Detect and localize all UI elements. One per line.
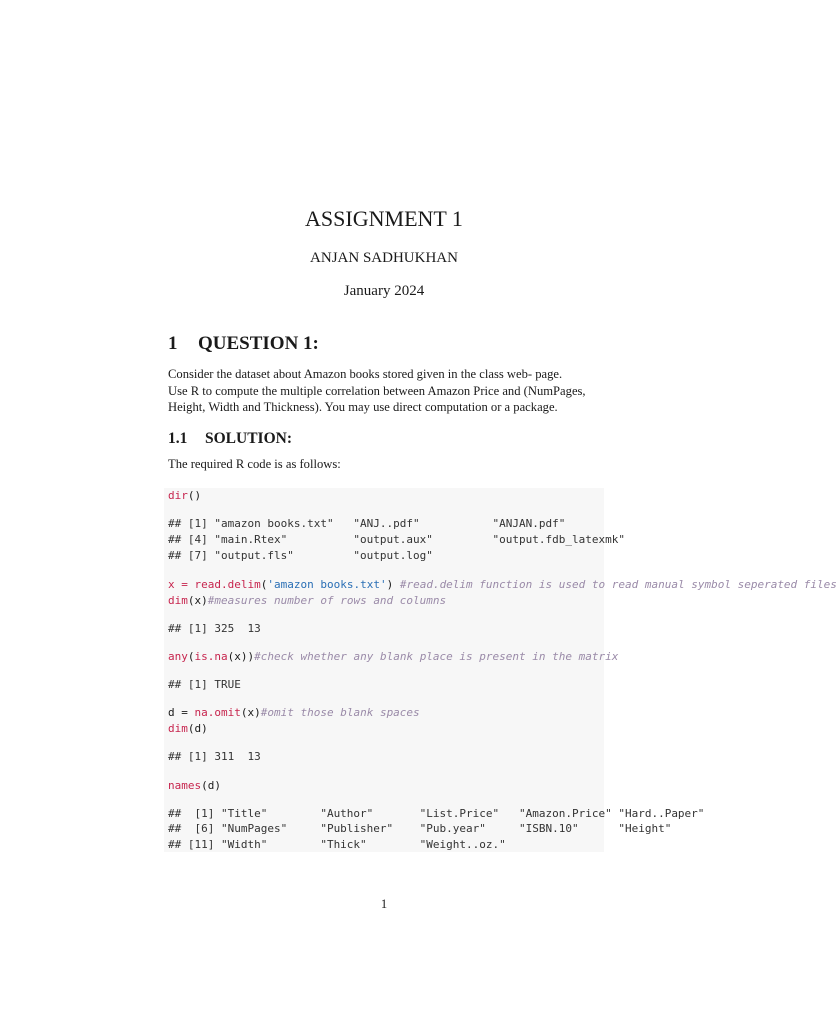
code-string: 'amazon books.txt' xyxy=(267,578,387,591)
subsection-heading xyxy=(168,430,292,448)
document-title: ASSIGNMENT 1 xyxy=(305,206,463,231)
question-line: Height, Width and Thickness). You may use direct computation or a package. xyxy=(168,400,558,414)
code-comment: #omit those blank spaces xyxy=(260,706,420,719)
document-date: January 2024 xyxy=(343,283,425,299)
code-line-dir xyxy=(168,488,201,504)
code-paren: ( xyxy=(187,650,195,663)
code-line-omit xyxy=(168,705,420,721)
code-function: na.omit xyxy=(194,706,241,719)
code-output-line: ## [1] 325 13 xyxy=(168,622,261,635)
code-output-line: ## [4] "main.Rtex" "output.aux" "output.fdb_latexmk" xyxy=(168,533,625,546)
code-output-line: ## [1] 311 13 xyxy=(168,750,261,763)
code-function: any xyxy=(168,650,188,663)
code-assign: x = xyxy=(168,578,195,591)
code-function: is.na xyxy=(194,650,228,663)
code-line-names xyxy=(168,778,221,794)
code-line-dim xyxy=(168,593,446,609)
code-paren: ( xyxy=(260,578,268,591)
code-args: (d) xyxy=(201,779,221,792)
code-output-line: ## [7] "output.fls" "output.log" xyxy=(168,549,433,562)
code-args: (x) xyxy=(187,594,208,607)
code-output-line: ## [1] "amazon books.txt" "ANJ..pdf" "ANJAN.pdf" xyxy=(168,517,566,530)
code-assign: d = xyxy=(168,706,195,719)
code-function: dir xyxy=(168,489,188,502)
subsection-number: 1.1 xyxy=(168,430,188,447)
section-heading xyxy=(168,333,319,355)
section-title: QUESTION 1: xyxy=(198,333,319,354)
code-output-line: ## [1] "Title" "Author" "List.Price" "Amazon.Price" "Hard..Paper" xyxy=(168,807,705,820)
subsection-title: SOLUTION: xyxy=(205,430,292,447)
code-output-line: ## [1] TRUE xyxy=(168,678,241,691)
question-line: Use R to compute the multiple correlation between Amazon Price and (NumPages, xyxy=(168,383,586,398)
code-output-line: ## [6] "NumPages" "Publisher" "Pub.year" "ISBN.10" "Height" xyxy=(168,822,672,835)
question-line: Consider the dataset about Amazon books stored given in the class web- page. xyxy=(168,367,563,381)
section-number: 1 xyxy=(168,333,178,354)
code-args: (d) xyxy=(187,722,208,735)
code-args: (x) xyxy=(240,706,261,719)
document-author: ANJAN SADHUKHAN xyxy=(310,250,458,266)
code-function: read.delim xyxy=(194,578,261,591)
code-intro-text: The required R code is as follows: xyxy=(168,457,341,471)
code-comment: #read.delim function is used to read manual symbol seperated files xyxy=(399,578,837,591)
code-line-any xyxy=(168,649,618,665)
code-output-line: ## [11] "Width" "Thick" "Weight..oz." xyxy=(168,838,506,851)
code-line-read xyxy=(168,577,837,593)
code-line-dim2 xyxy=(168,721,208,737)
code-paren: ) xyxy=(386,578,400,591)
question-paragraph xyxy=(168,366,618,416)
code-comment: #measures number of rows and columns xyxy=(207,594,447,607)
code-function: dim xyxy=(168,722,188,735)
code-args: () xyxy=(187,489,202,502)
code-args: (x)) xyxy=(227,650,255,663)
code-function: names xyxy=(168,779,202,792)
page-number: 1 xyxy=(380,897,388,911)
code-comment: #check whether any blank place is present in the matrix xyxy=(254,650,619,663)
code-function: dim xyxy=(168,594,188,607)
